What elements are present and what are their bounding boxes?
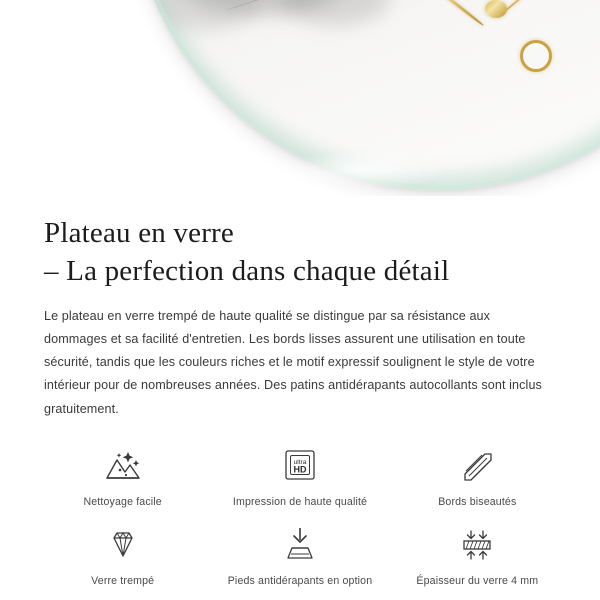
- diamond-icon: [100, 522, 146, 568]
- title-line-1: Plateau en verre: [44, 217, 234, 249]
- feature-item: [389, 522, 566, 587]
- anti-slip-foot-icon: [277, 522, 323, 568]
- hero-image: [0, 0, 600, 196]
- feature-label: Pieds antidérapants en option: [227, 575, 373, 588]
- feature-item: [34, 443, 211, 508]
- feature-label: Verre trempé: [91, 575, 155, 588]
- feature-label: Nettoyage facile: [83, 496, 162, 509]
- feature-item: [389, 443, 566, 508]
- ultra-hd-badge-icon: [277, 443, 323, 489]
- title-line-2: – La perfection dans chaque détail: [44, 255, 450, 288]
- glass-highlight: [280, 150, 450, 190]
- description-paragraph: Le plateau en verre trempé de haute qualité se distingue par sa résistance aux dommages et sa facilité d'entretien. Les bords lisses assurent une utilisation en toute sécurité, tandis que les couleurs riches et le motif expressif soulignent le style de votre intérieur pour de nombreuses années. Des patins antidérapants autocollants sont inclus gratuitement.: [44, 308, 542, 416]
- feature-item: [211, 522, 388, 587]
- beveled-edge-icon: [454, 443, 500, 489]
- thickness-arrows-icon: [454, 522, 500, 568]
- feature-item: [34, 522, 211, 587]
- feature-grid: [34, 443, 566, 587]
- text-block: [0, 196, 600, 421]
- svg-text:HD: HD: [293, 464, 307, 475]
- feature-item: [211, 443, 388, 508]
- sparkle-mountain-icon: [100, 443, 146, 489]
- feature-label: Épaisseur du verre 4 mm: [416, 575, 539, 588]
- feature-label: Bords biseautés: [438, 496, 517, 509]
- page-title: [44, 214, 556, 291]
- svg-text:ultra: ultra: [293, 459, 307, 467]
- feature-label: Impression de haute qualité: [232, 496, 368, 509]
